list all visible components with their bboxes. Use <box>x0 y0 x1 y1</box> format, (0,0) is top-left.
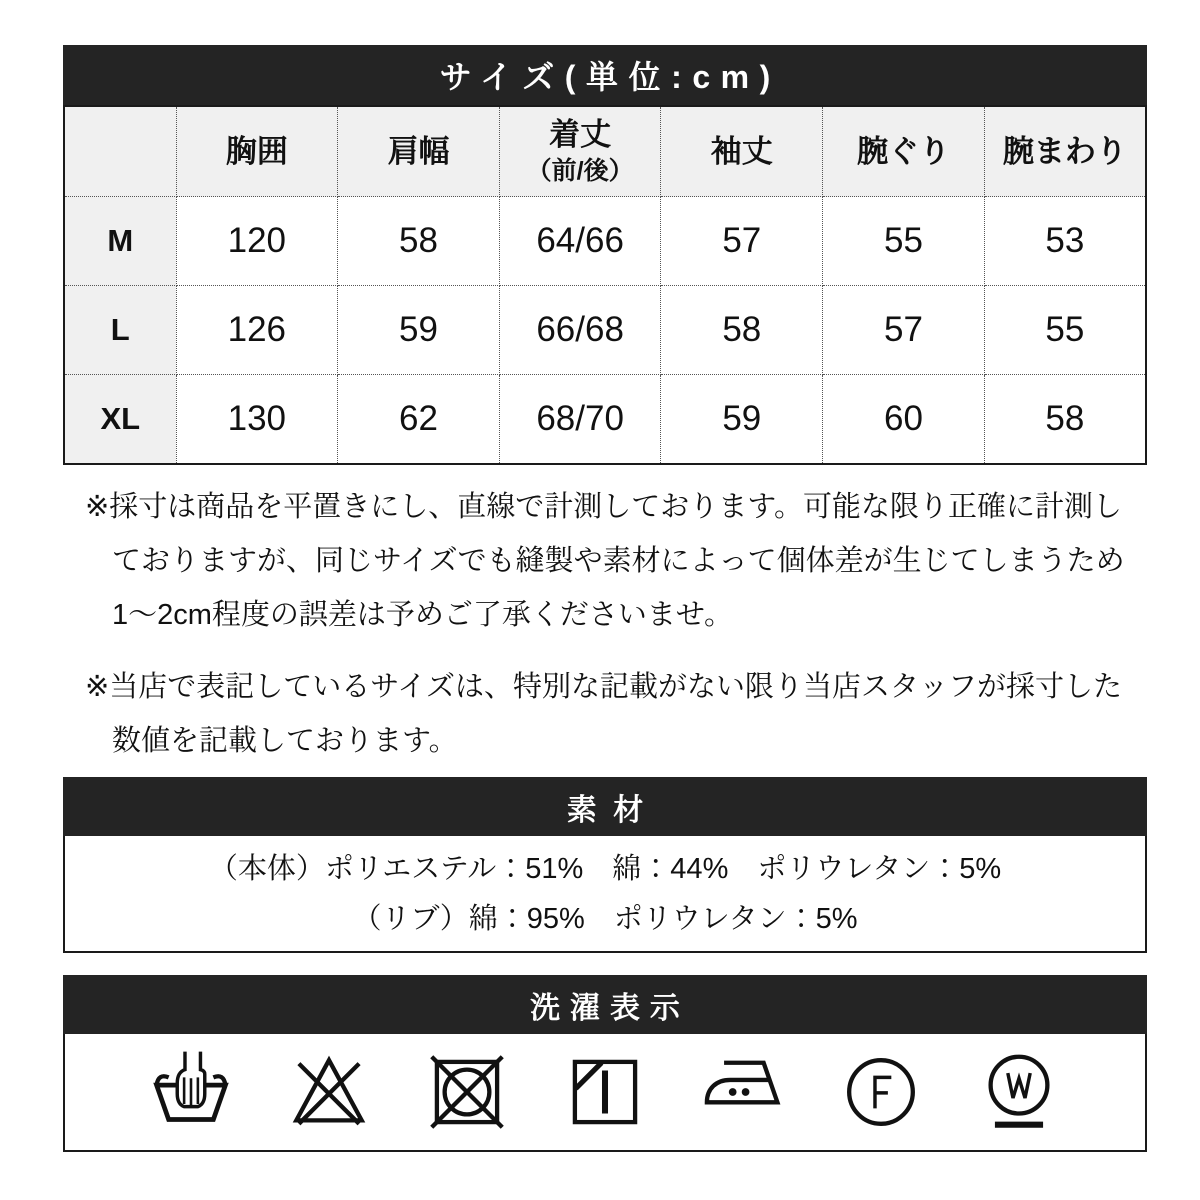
material-content-box <box>63 836 1147 953</box>
size-row-l <box>64 286 1146 375</box>
col-header-shoulder: 肩幅 <box>338 106 500 197</box>
size-value: 58 <box>338 197 500 286</box>
size-value: 126 <box>176 286 338 375</box>
size-value: 58 <box>661 286 823 375</box>
size-value: 68/70 <box>499 375 661 465</box>
size-value: 120 <box>176 197 338 286</box>
wash-care-section <box>63 975 1147 1152</box>
measurement-notes <box>63 480 1147 768</box>
size-value: 55 <box>984 286 1146 375</box>
hand-wash-icon <box>148 1046 234 1138</box>
size-value: 58 <box>984 375 1146 465</box>
size-row-label: L <box>64 286 176 375</box>
note-measurement-tolerance: ※採寸は商品を平置きにし、直線で計測しております。可能な限り正確に計測しておりますが、同じサイズでも縫製や素材によって個体差が生じてしまうため1〜2cm程度の誤差は予めご了承くださいませ。 <box>85 491 1125 631</box>
size-table <box>63 105 1147 465</box>
wet-clean-gentle-W-icon <box>976 1046 1062 1138</box>
corner-cell <box>64 106 176 197</box>
size-section-title: サイズ(単位:cm) <box>439 59 781 95</box>
col-header-armhole: 腕ぐり <box>823 106 985 197</box>
wash-section-header-bar <box>63 975 1147 1034</box>
do-not-tumble-dry-icon <box>424 1046 510 1138</box>
col-header-length-subtitle: （前/後） <box>526 156 634 185</box>
col-header-chest: 胸囲 <box>176 106 338 197</box>
material-section-header-bar <box>63 777 1147 836</box>
wash-section-title: 洗濯表示 <box>530 991 690 1025</box>
col-header-sleeve: 袖丈 <box>661 106 823 197</box>
size-row-m <box>64 197 1146 286</box>
size-value: 60 <box>823 375 985 465</box>
size-value: 57 <box>823 286 985 375</box>
size-section-header-bar <box>63 45 1147 105</box>
size-value: 57 <box>661 197 823 286</box>
material-line-rib: （リブ）綿：95% ポリウレタン：5% <box>352 902 858 935</box>
dry-clean-petroleum-F-icon <box>838 1046 924 1138</box>
size-value: 66/68 <box>499 286 661 375</box>
size-row-xl <box>64 375 1146 465</box>
do-not-bleach-icon <box>286 1046 372 1138</box>
wash-symbols-box <box>63 1034 1147 1152</box>
iron-medium-two-dots-icon <box>700 1046 786 1138</box>
size-value: 62 <box>338 375 500 465</box>
size-section <box>63 45 1147 465</box>
size-value: 59 <box>338 286 500 375</box>
col-header-arm-circumference: 腕まわり <box>984 106 1146 197</box>
col-header-length: 着丈 （前/後） <box>499 106 661 197</box>
size-row-label: M <box>64 197 176 286</box>
size-value: 64/66 <box>499 197 661 286</box>
size-value: 53 <box>984 197 1146 286</box>
note-staff-measured: ※当店で表記しているサイズは、特別な記載がない限り当店スタッフが採寸した数値を記載しております。 <box>85 671 1122 757</box>
size-row-label: XL <box>64 375 176 465</box>
size-value: 55 <box>823 197 985 286</box>
size-value: 59 <box>661 375 823 465</box>
material-line-body: （本体）ポリエステル：51% 綿：44% ポリウレタン：5% <box>208 852 1002 885</box>
line-dry-in-shade-icon <box>562 1046 648 1138</box>
material-section <box>63 777 1147 953</box>
material-section-title: 素材 <box>566 793 660 827</box>
size-table-header-row <box>64 106 1146 197</box>
size-value: 130 <box>176 375 338 465</box>
